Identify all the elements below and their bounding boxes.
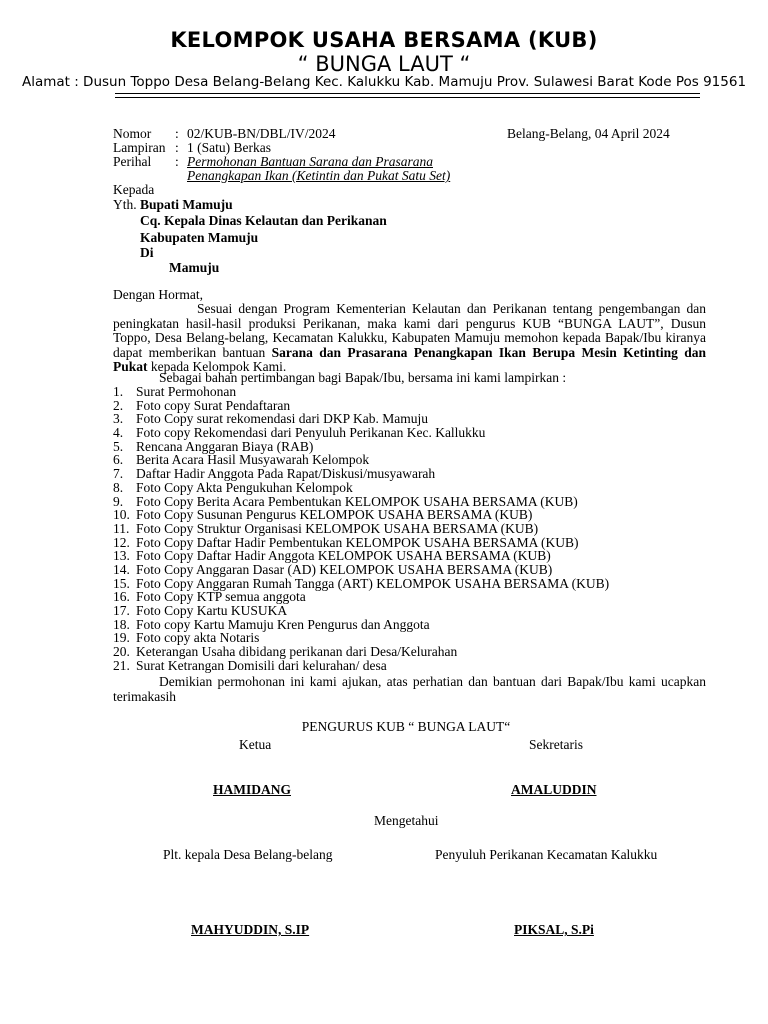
attachment-text: Foto Copy Daftar Hadir Pembentukan KELOMPOK USAHA BERSAMA (KUB) bbox=[136, 534, 579, 550]
attachment-number: 17. bbox=[113, 603, 130, 618]
attachment-intro: Sebagai bahan pertimbangan bagi Bapak/Ibu, bersama ini kami lampirkan : bbox=[159, 370, 567, 385]
attachment-text: Foto Copy surat rekomendasi dari DKP Kab. Mamuju bbox=[136, 411, 428, 427]
attachment-number: 14. bbox=[113, 561, 130, 577]
org-address: Alamat : Dusun Toppo Desa Belang-Belang Kec. Kalukku Kab. Mamuju Prov. Sulawesi Barat Kode Pos 91561 bbox=[21, 74, 747, 90]
attachment-text: Foto Copy Berita Acara Pembentukan KELOMPOK USAHA BERSAMA (KUB) bbox=[136, 493, 578, 509]
letterhead-rule-thick bbox=[115, 93, 700, 94]
name-ketua: HAMIDANG bbox=[213, 782, 291, 797]
attachment-item bbox=[113, 453, 609, 467]
attachment-number: 11. bbox=[113, 520, 130, 536]
perihal-line-1: Permohonan Bantuan Sarana dan Prasarana bbox=[187, 154, 433, 169]
attachment-text: Foto Copy Struktur Organisasi KELOMPOK USAHA BERSAMA (KUB) bbox=[136, 520, 539, 536]
attachment-number: 7. bbox=[113, 466, 124, 482]
request-text-end: kepada Kelompok Kami. bbox=[147, 359, 287, 375]
attachment-item bbox=[113, 481, 609, 495]
attachment-text: Daftar Hadir Anggota Pada Rapat/Diskusi/musyawarah bbox=[136, 466, 436, 482]
attachment-item bbox=[113, 495, 609, 509]
signature-header: PENGURUS KUB “ BUNGA LAUT“ bbox=[301, 719, 511, 734]
attachment-number: 2. bbox=[113, 397, 124, 413]
attachment-text: Surat Permohonan bbox=[136, 384, 237, 399]
attachment-item bbox=[113, 440, 609, 454]
perihal-line-2: Penangkapan Ikan (Ketintin dan Pukat Satu Set) bbox=[187, 168, 451, 183]
attachment-item bbox=[113, 577, 609, 591]
attachment-text: Foto Copy Anggaran Dasar (AD) KELOMPOK USAHA BERSAMA (KUB) bbox=[136, 561, 553, 577]
recipient-city: Mamuju bbox=[169, 260, 220, 275]
name-kepala-desa: MAHYUDDIN, S.IP bbox=[191, 922, 310, 937]
recipient-first-line bbox=[113, 198, 233, 213]
attachment-item bbox=[113, 399, 609, 413]
recipient-kabupaten: Kabupaten Mamuju bbox=[140, 230, 259, 245]
role-ketua: Ketua bbox=[239, 737, 272, 752]
attachment-item bbox=[113, 659, 609, 673]
attachment-item bbox=[113, 467, 609, 481]
attachment-item bbox=[113, 412, 609, 426]
attachment-number: 9. bbox=[113, 493, 124, 509]
attachment-number: 6. bbox=[113, 452, 124, 468]
attachment-item bbox=[113, 508, 609, 522]
attachment-item bbox=[113, 590, 609, 604]
attachment-number: 4. bbox=[113, 425, 124, 441]
closing-paragraph: Demikian permohonan ini kami ajukan, atas perhatian dan bantuan dari Bapak/Ibu kami ucapkan terimakasih bbox=[113, 674, 706, 704]
nomor-value: 02/KUB-BN/DBL/IV/2024 bbox=[187, 126, 336, 141]
role-penyuluh: Penyuluh Perikanan Kecamatan Kalukku bbox=[435, 847, 658, 862]
attachment-number: 19. bbox=[113, 630, 130, 646]
attachment-list bbox=[113, 385, 609, 672]
attachment-number: 5. bbox=[113, 438, 124, 454]
attachment-text: Foto copy akta Notaris bbox=[136, 630, 260, 646]
role-sekretaris: Sekretaris bbox=[529, 737, 583, 752]
attachment-text: Foto Copy Anggaran Rumah Tangga (ART) KELOMPOK USAHA BERSAMA (KUB) bbox=[136, 575, 610, 591]
attachment-text: Foto copy Rekomendasi dari Penyuluh Perikanan Kec. Kallukku bbox=[136, 425, 486, 441]
attachment-number: 16. bbox=[113, 589, 130, 605]
org-name: “ BUNGA LAUT “ bbox=[297, 52, 471, 76]
request-paragraph bbox=[113, 302, 706, 375]
recipient-dinas: Cq. Kepala Dinas Kelautan dan Perikanan bbox=[140, 213, 387, 228]
attachment-text: Foto copy Kartu Mamuju Kren Pengurus dan Anggota bbox=[136, 616, 430, 632]
place-date: Belang-Belang, 04 April 2024 bbox=[507, 126, 670, 141]
letterhead-rule-thin bbox=[115, 97, 700, 98]
attachment-text: Keterangan Usaha dibidang perikanan dari Desa/Kelurahan bbox=[136, 644, 458, 660]
attachment-text: Berita Acara Hasil Musyawarah Kelompok bbox=[136, 452, 370, 468]
attachment-item bbox=[113, 645, 609, 659]
attachment-number: 20. bbox=[113, 644, 130, 660]
attachment-number: 18. bbox=[113, 616, 130, 632]
attachment-text: Foto Copy Daftar Hadir Anggota KELOMPOK USAHA BERSAMA (KUB) bbox=[136, 548, 551, 564]
request-text-start: Sesuai dengan Program Kementerian Kelautan dan Perikanan tentang pengembangan dan peningkatan hasil-hasil produksi Perikanan, maka kami dari pengurus KUB “BUNGA LAUT”, Dusun Toppo, Desa Belang-belang, Kecamatan Kalukku, Kabupaten Mamuju memohon kepada Bapak/Ibu kiranya dapat memberikan bantuan bbox=[113, 301, 706, 360]
lampiran-separator: : bbox=[175, 140, 179, 155]
attachment-item bbox=[113, 522, 609, 536]
attachment-number: 3. bbox=[113, 411, 124, 427]
nomor-label: Nomor bbox=[113, 126, 152, 141]
attachment-item bbox=[113, 631, 609, 645]
recipient-di: Di bbox=[140, 245, 154, 260]
recipient-bupati: Bupati Mamuju bbox=[140, 197, 233, 212]
attachment-text: Foto Copy Kartu KUSUKA bbox=[136, 603, 288, 618]
lampiran-value: 1 (Satu) Berkas bbox=[187, 140, 271, 155]
attachment-item bbox=[113, 549, 609, 563]
attachment-item bbox=[113, 604, 609, 618]
role-kepala-desa: Plt. kepala Desa Belang-belang bbox=[163, 847, 333, 862]
mengetahui-label: Mengetahui bbox=[374, 813, 439, 828]
attachment-text: Foto Copy KTP semua anggota bbox=[136, 589, 306, 605]
attachment-number: 21. bbox=[113, 657, 130, 673]
attachment-item bbox=[113, 385, 609, 399]
attachment-item bbox=[113, 426, 609, 440]
yth-label: Yth. bbox=[113, 197, 137, 212]
attachment-number: 10. bbox=[113, 507, 130, 523]
attachment-item bbox=[113, 563, 609, 577]
nomor-separator: : bbox=[175, 126, 179, 141]
attachment-item bbox=[113, 618, 609, 632]
request-text-bold: Sarana dan Prasarana Penangkapan Ikan Berupa Mesin Ketinting dan Pukat bbox=[113, 344, 706, 375]
attachment-text: Foto Copy Susunan Pengurus KELOMPOK USAHA BERSAMA (KUB) bbox=[136, 507, 533, 523]
attachment-text: Foto Copy Akta Pengukuhan Kelompok bbox=[136, 479, 353, 495]
perihal-label: Perihal bbox=[113, 154, 152, 169]
attachment-text: Surat Ketrangan Domisili dari kelurahan/ desa bbox=[136, 657, 387, 673]
attachment-text: Rencana Anggaran Biaya (RAB) bbox=[136, 438, 314, 454]
attachment-number: 13. bbox=[113, 548, 130, 564]
attachment-item bbox=[113, 536, 609, 550]
name-penyuluh: PIKSAL, S.Pi bbox=[514, 922, 594, 937]
perihal-separator: : bbox=[175, 154, 179, 169]
attachment-number: 8. bbox=[113, 479, 124, 495]
attachment-text: Foto copy Surat Pendaftaran bbox=[136, 397, 291, 413]
name-sekretaris: AMALUDDIN bbox=[511, 782, 597, 797]
lampiran-label: Lampiran bbox=[113, 140, 166, 155]
attachment-number: 15. bbox=[113, 575, 130, 591]
greeting: Dengan Hormat, bbox=[113, 287, 203, 302]
attachment-number: 1. bbox=[113, 384, 124, 399]
kepada-label: Kepada bbox=[113, 182, 155, 197]
attachment-number: 12. bbox=[113, 534, 130, 550]
org-title: KELOMPOK USAHA BERSAMA (KUB) bbox=[170, 28, 598, 52]
